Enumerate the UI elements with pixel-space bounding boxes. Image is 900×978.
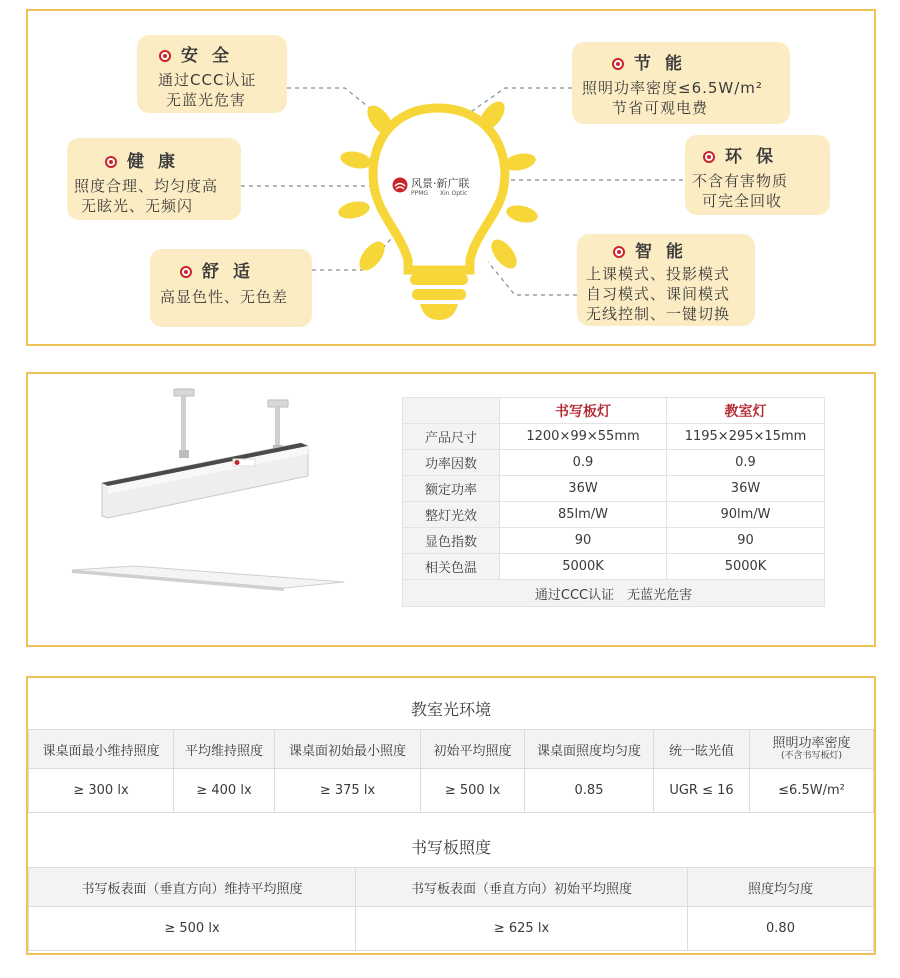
- bullet-icon: [159, 50, 171, 62]
- spec-value: 1195×295×15mm: [667, 424, 825, 450]
- feature-safety: [137, 35, 287, 113]
- spec-footer: 通过CCC认证 无蓝光危害: [403, 580, 825, 607]
- classroom-table: [28, 729, 874, 813]
- spec-value: 1200×99×55mm: [500, 424, 667, 450]
- spec-footer-row: [403, 580, 825, 607]
- spec-row: [403, 450, 825, 476]
- spec-value: 85lm/W: [500, 502, 667, 528]
- light-bulb-icon: [314, 82, 574, 342]
- feature-comfort-line: 高显色性、无色差: [160, 288, 289, 306]
- bullet-icon: [180, 266, 192, 278]
- board-header: 书写板表面（垂直方向）维持平均照度: [29, 868, 356, 907]
- spec-row: [403, 554, 825, 580]
- spec-label: 显色指数: [403, 528, 500, 554]
- classroom-header: 照明功率密度: [772, 735, 851, 751]
- classroom-value: ≥ 400 lx: [174, 769, 275, 813]
- bullet-icon: [612, 58, 624, 70]
- classroom-header-row: [29, 730, 874, 769]
- spec-label: 额定功率: [403, 476, 500, 502]
- classroom-header: 统一眩光值: [654, 730, 750, 769]
- board-value: ≥ 625 lx: [356, 907, 688, 951]
- board-table: [28, 867, 874, 951]
- feature-comfort: [150, 249, 312, 327]
- feature-health-line: 无眩光、无频闪: [81, 197, 194, 215]
- feature-smart-line: 无线控制、一键切换: [586, 305, 731, 323]
- spec-label: 功率因数: [403, 450, 500, 476]
- classroom-header-power: [750, 730, 874, 769]
- board-title: 书写板照度: [410, 838, 491, 857]
- classroom-value: 0.85: [525, 769, 654, 813]
- classroom-header: 课桌面最小维持照度: [29, 730, 174, 769]
- board-header: 照度均匀度: [688, 868, 874, 907]
- feature-energy: [572, 42, 790, 124]
- logo-en-left: PPMG: [411, 190, 429, 197]
- feature-energy-title: 节能: [634, 54, 696, 74]
- board-lamp-image: [96, 388, 346, 528]
- brand-logo: [392, 172, 497, 204]
- bullet-icon: [703, 151, 715, 163]
- logo-cn-text: 风景·新广联: [411, 177, 470, 190]
- logo-mark-icon: [392, 177, 408, 193]
- board-value: ≥ 500 lx: [29, 907, 356, 951]
- classroom-header: 初始平均照度: [421, 730, 525, 769]
- spec-header-row: [403, 398, 825, 424]
- feature-energy-line: 节省可观电费: [612, 99, 709, 117]
- spec-value: 36W: [667, 476, 825, 502]
- spec-header-empty: [403, 398, 500, 424]
- classroom-title: 教室光环境: [410, 700, 491, 719]
- spec-value: 0.9: [500, 450, 667, 476]
- spec-table: [402, 397, 825, 607]
- spec-value: 90lm/W: [667, 502, 825, 528]
- spec-value: 0.9: [667, 450, 825, 476]
- bullet-icon: [105, 156, 117, 168]
- feature-safety-line: 通过CCC认证: [158, 71, 257, 89]
- classroom-header: 课桌面照度均匀度: [525, 730, 654, 769]
- spec-value: 90: [500, 528, 667, 554]
- feature-eco: [685, 135, 830, 215]
- feature-health: [67, 138, 241, 220]
- feature-safety-line: 无蓝光危害: [166, 91, 247, 109]
- spec-row: [403, 476, 825, 502]
- spec-row: [403, 502, 825, 528]
- feature-energy-line: 照明功率密度≤6.5W/m²: [582, 79, 763, 97]
- classroom-value: ≥ 375 lx: [275, 769, 421, 813]
- board-header-row: [29, 868, 874, 907]
- feature-smart: [577, 234, 755, 326]
- spec-label: 整灯光效: [403, 502, 500, 528]
- classroom-value: UGR ≤ 16: [654, 769, 750, 813]
- feature-safety-title: 安全: [181, 46, 243, 66]
- feature-health-title: 健康: [127, 152, 189, 172]
- classroom-value: ≥ 300 lx: [29, 769, 174, 813]
- bullet-icon: [613, 246, 625, 258]
- feature-eco-title: 环保: [725, 147, 787, 167]
- feature-eco-line: 可完全回收: [702, 192, 783, 210]
- classroom-value: ≥ 500 lx: [421, 769, 525, 813]
- feature-health-line: 照度合理、均匀度高: [74, 177, 219, 195]
- logo-en-right: Xin Optic: [440, 190, 468, 197]
- spec-value: 5000K: [500, 554, 667, 580]
- classroom-value-row: [29, 769, 874, 813]
- classroom-header: 平均维持照度: [174, 730, 275, 769]
- spec-label: 产品尺寸: [403, 424, 500, 450]
- spec-row: [403, 528, 825, 554]
- spec-header-board-lamp: 书写板灯: [500, 398, 667, 424]
- board-value: 0.80: [688, 907, 874, 951]
- spec-label: 相关色温: [403, 554, 500, 580]
- feature-comfort-title: 舒适: [202, 262, 264, 282]
- spec-value: 36W: [500, 476, 667, 502]
- feature-smart-line: 自习模式、课间模式: [586, 285, 731, 303]
- feature-smart-title: 智能: [635, 242, 697, 262]
- spec-value: 90: [667, 528, 825, 554]
- board-value-row: [29, 907, 874, 951]
- feature-smart-line: 上课模式、投影模式: [586, 265, 731, 283]
- classroom-header-note: (不含书写板灯): [780, 750, 843, 761]
- feature-eco-line: 不含有害物质: [692, 172, 789, 190]
- classroom-value: ≤6.5W/m²: [750, 769, 874, 813]
- spec-header-classroom-lamp: 教室灯: [667, 398, 825, 424]
- spec-value: 5000K: [667, 554, 825, 580]
- classroom-header: 课桌面初始最小照度: [275, 730, 421, 769]
- panel-lamp-image: [64, 560, 354, 600]
- spec-row: [403, 424, 825, 450]
- board-header: 书写板表面（垂直方向）初始平均照度: [356, 868, 688, 907]
